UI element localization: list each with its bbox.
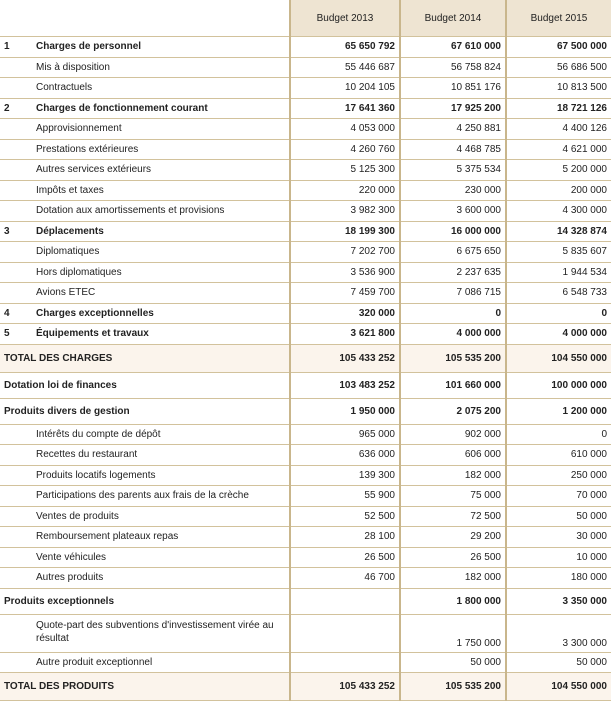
value-cell: 17 925 200 [400,98,506,119]
value-cell: 10 000 [506,547,611,568]
column-header-2013: Budget 2013 [290,0,400,37]
value-cell: 182 000 [400,465,506,486]
table-row [0,424,611,445]
value-cell: 72 500 [400,506,506,527]
table-row [0,486,611,507]
row-label: TOTAL DES PRODUITS [0,673,290,701]
value-cell: 4 468 785 [400,139,506,160]
table-row [0,324,611,345]
row-label: Participations des parents aux frais de la crèche [0,486,290,507]
row-label: Prestations extérieures [0,139,290,160]
row-label: Autre produit exceptionnel [0,652,290,673]
value-cell: 606 000 [400,445,506,466]
value-cell: 67 610 000 [400,37,506,58]
row-label: Charges de fonctionnement courant [32,98,290,119]
value-cell: 1 944 534 [506,262,611,283]
value-cell: 50 000 [506,506,611,527]
row-label: Autres services extérieurs [0,160,290,181]
value-cell: 220 000 [290,180,400,201]
value-cell: 4 000 000 [506,324,611,345]
value-cell: 29 200 [400,527,506,548]
value-cell: 3 536 900 [290,262,400,283]
value-cell: 200 000 [506,180,611,201]
table-row [0,652,611,673]
value-cell: 50 000 [506,652,611,673]
table-row [0,547,611,568]
row-label: TOTAL DES CHARGES [0,344,290,372]
value-cell: 4 400 126 [506,119,611,140]
value-cell: 17 641 360 [290,98,400,119]
table-row [0,201,611,222]
value-cell: 26 500 [290,547,400,568]
value-cell: 4 260 760 [290,139,400,160]
value-cell: 0 [506,303,611,324]
value-cell: 1 750 000 [400,614,506,652]
table-row [0,673,611,701]
value-cell: 902 000 [400,424,506,445]
value-cell: 965 000 [290,424,400,445]
value-cell: 55 446 687 [290,57,400,78]
value-cell: 56 758 824 [400,57,506,78]
row-number: 2 [0,98,32,119]
value-cell: 28 100 [290,527,400,548]
table-row [0,57,611,78]
value-cell: 10 813 500 [506,78,611,99]
row-number: 3 [0,221,32,242]
value-cell: 3 982 300 [290,201,400,222]
table-row [0,160,611,181]
value-cell: 50 000 [400,652,506,673]
value-cell: 65 650 792 [290,37,400,58]
value-cell: 3 621 800 [290,324,400,345]
table-row [0,527,611,548]
row-label: Quote-part des subventions d'investissement virée au résultat [0,614,290,652]
value-cell: 46 700 [290,568,400,589]
value-cell: 4 300 000 [506,201,611,222]
value-cell: 180 000 [506,568,611,589]
value-cell: 10 851 176 [400,78,506,99]
row-label: Impôts et taxes [0,180,290,201]
value-cell: 4 621 000 [506,139,611,160]
value-cell: 4 053 000 [290,119,400,140]
table-row [0,98,611,119]
value-cell: 100 000 000 [506,372,611,398]
value-cell: 610 000 [506,445,611,466]
table-row [0,180,611,201]
value-cell: 4 000 000 [400,324,506,345]
value-cell: 30 000 [506,527,611,548]
value-cell: 70 000 [506,486,611,507]
value-cell: 2 075 200 [400,398,506,424]
value-cell: 250 000 [506,465,611,486]
value-cell: 101 660 000 [400,372,506,398]
table-row [0,119,611,140]
row-label: Dotation aux amortissements et provisions [0,201,290,222]
table-row [0,344,611,372]
row-label: Déplacements [32,221,290,242]
table-body [0,37,611,701]
value-cell: 7 086 715 [400,283,506,304]
row-label: Vente véhicules [0,547,290,568]
value-cell: 105 535 200 [400,673,506,701]
value-cell: 2 237 635 [400,262,506,283]
value-cell [290,652,400,673]
value-cell: 18 721 126 [506,98,611,119]
value-cell: 182 000 [400,568,506,589]
table-row [0,262,611,283]
row-label: Hors diplomatiques [0,262,290,283]
row-label: Mis à disposition [0,57,290,78]
row-label: Produits locatifs logements [0,465,290,486]
value-cell: 105 433 252 [290,344,400,372]
row-number: 5 [0,324,32,345]
value-cell: 56 686 500 [506,57,611,78]
value-cell: 75 000 [400,486,506,507]
value-cell: 103 483 252 [290,372,400,398]
value-cell: 139 300 [290,465,400,486]
value-cell: 7 459 700 [290,283,400,304]
value-cell: 5 375 534 [400,160,506,181]
value-cell: 6 548 733 [506,283,611,304]
value-cell: 55 900 [290,486,400,507]
header-blank [0,0,290,37]
value-cell: 1 200 000 [506,398,611,424]
value-cell: 18 199 300 [290,221,400,242]
table-row [0,372,611,398]
column-header-2015: Budget 2015 [506,0,611,37]
row-label: Équipements et travaux [32,324,290,345]
row-label: Produits exceptionnels [0,588,290,614]
row-label: Recettes du restaurant [0,445,290,466]
value-cell: 5 835 607 [506,242,611,263]
value-cell: 3 300 000 [506,614,611,652]
row-number: 4 [0,303,32,324]
row-label: Intérêts du compte de dépôt [0,424,290,445]
table-row [0,242,611,263]
value-cell: 105 433 252 [290,673,400,701]
row-label: Dotation loi de finances [0,372,290,398]
row-label: Contractuels [0,78,290,99]
value-cell: 0 [506,424,611,445]
value-cell: 3 350 000 [506,588,611,614]
column-header-2014: Budget 2014 [400,0,506,37]
row-label: Ventes de produits [0,506,290,527]
table-row [0,445,611,466]
value-cell: 26 500 [400,547,506,568]
value-cell: 5 200 000 [506,160,611,181]
row-label: Diplomatiques [0,242,290,263]
value-cell: 6 675 650 [400,242,506,263]
value-cell: 320 000 [290,303,400,324]
table-row [0,221,611,242]
value-cell: 0 [400,303,506,324]
value-cell: 10 204 105 [290,78,400,99]
table-row [0,303,611,324]
value-cell: 104 550 000 [506,344,611,372]
value-cell [290,588,400,614]
row-number: 1 [0,37,32,58]
row-label: Charges de personnel [32,37,290,58]
value-cell: 52 500 [290,506,400,527]
row-label: Autres produits [0,568,290,589]
table-row [0,78,611,99]
value-cell: 7 202 700 [290,242,400,263]
header-row [0,0,611,37]
table-row [0,283,611,304]
value-cell: 636 000 [290,445,400,466]
table-row [0,398,611,424]
value-cell: 104 550 000 [506,673,611,701]
table-row [0,588,611,614]
value-cell: 14 328 874 [506,221,611,242]
table-row [0,139,611,160]
value-cell: 230 000 [400,180,506,201]
row-label: Charges exceptionnelles [32,303,290,324]
value-cell: 5 125 300 [290,160,400,181]
row-label: Produits divers de gestion [0,398,290,424]
value-cell: 1 950 000 [290,398,400,424]
table-row [0,614,611,652]
table-row [0,465,611,486]
value-cell: 1 800 000 [400,588,506,614]
value-cell: 67 500 000 [506,37,611,58]
value-cell: 3 600 000 [400,201,506,222]
value-cell: 4 250 881 [400,119,506,140]
table-row [0,568,611,589]
value-cell [290,614,400,652]
table-row [0,506,611,527]
row-label: Approvisionnement [0,119,290,140]
row-label: Avions ETEC [0,283,290,304]
row-label: Remboursement plateaux repas [0,527,290,548]
value-cell: 105 535 200 [400,344,506,372]
table-row [0,37,611,58]
value-cell: 16 000 000 [400,221,506,242]
